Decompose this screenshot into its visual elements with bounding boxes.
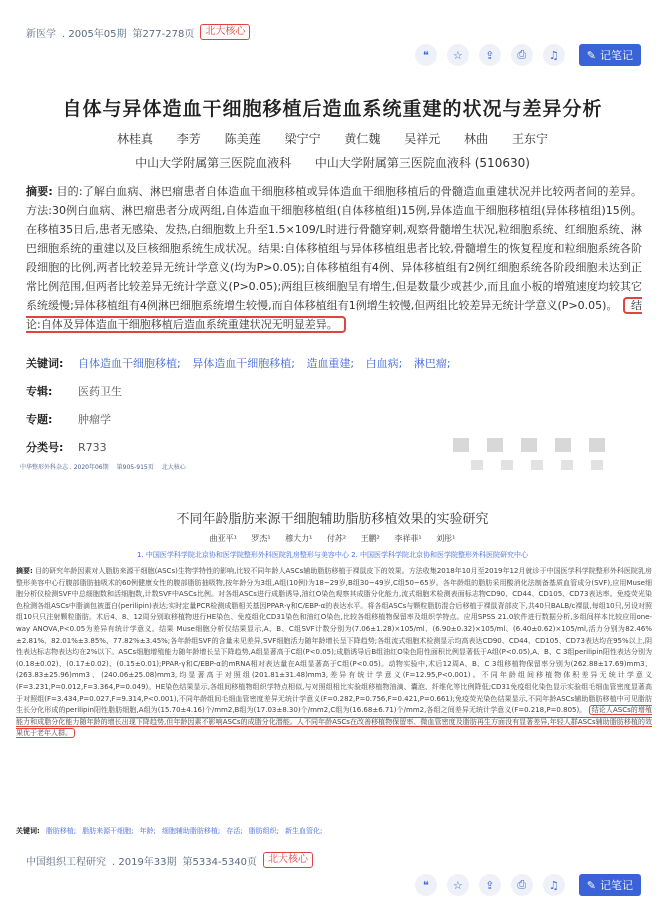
author-link[interactable]: 吴祥元 <box>404 132 441 146</box>
keyword-link[interactable]: 年龄; <box>139 827 156 835</box>
author-link[interactable]: 林曲 <box>464 132 489 146</box>
keyword-link[interactable]: 白血病; <box>365 357 403 370</box>
take-note-label: 记笔记 <box>600 879 633 892</box>
placeholder-icon <box>561 460 573 470</box>
category-label: 专辑: <box>26 385 53 398</box>
article1-orgs <box>0 154 665 171</box>
org-link[interactable]: 中山大学附属第三医院血液科 (510630) <box>314 156 530 170</box>
abstract-label: 摘要: <box>16 567 33 575</box>
article1-category <box>26 383 122 399</box>
topic-label: 专题: <box>26 413 53 426</box>
org-link[interactable]: 中山大学附属第三医院血液科 <box>135 156 292 170</box>
author-link[interactable]: 梁宁宁 <box>284 132 321 146</box>
author-link[interactable]: 王鹏² <box>360 534 380 543</box>
author-link[interactable]: 曲亚平¹ <box>209 534 237 543</box>
print-icon[interactable]: ⎙ <box>511 44 533 66</box>
article-toolbar-bottom <box>405 874 641 896</box>
article1-authors <box>0 130 665 147</box>
author-link[interactable]: 刘彤¹ <box>436 534 456 543</box>
take-note-button[interactable] <box>579 44 641 66</box>
article1-classno <box>26 439 107 455</box>
article2-meta <box>26 852 313 868</box>
quote-icon[interactable]: ❝ <box>415 44 437 66</box>
pages-text: 第905-915页 <box>116 464 154 471</box>
classno-value: R733 <box>78 440 107 454</box>
bell-icon[interactable]: ♫ <box>543 44 565 66</box>
keyword-link[interactable]: 造血重建; <box>306 357 355 370</box>
core-badge: 北大核心 <box>263 852 313 868</box>
keyword-link[interactable]: 脂肪来源干细胞; <box>82 827 134 835</box>
issue-text: . 2019年33期 <box>112 856 177 868</box>
blurred-icons-top <box>453 438 605 452</box>
article2-title: 不同年龄脂肪来源干细胞辅助脂肪移植效果的实验研究 <box>176 512 489 527</box>
author-link[interactable]: 陈美莲 <box>224 132 261 146</box>
placeholder-icon <box>591 460 603 470</box>
take-note-label: 记笔记 <box>600 49 633 62</box>
bell-icon[interactable]: ♫ <box>543 874 565 896</box>
take-note-button[interactable] <box>579 874 641 896</box>
keyword-link[interactable]: 自体造血干细胞移植; <box>78 357 181 370</box>
keyword-link[interactable]: 异体造血干细胞移植; <box>192 357 295 370</box>
author-link[interactable]: 王东宁 <box>511 132 548 146</box>
blurred-icons-small <box>471 460 603 470</box>
article2-keywords <box>16 826 322 836</box>
author-link[interactable]: 李芳 <box>176 132 201 146</box>
author-link[interactable]: 付苏² <box>326 534 347 543</box>
keyword-link[interactable]: 淋巴瘤; <box>413 357 451 370</box>
share-icon[interactable]: ⇪ <box>479 874 501 896</box>
star-icon[interactable]: ☆ <box>447 874 469 896</box>
keywords-label: 关键词: <box>16 827 40 835</box>
pages-text: 第5334-5340页 <box>182 856 258 868</box>
keyword-link[interactable]: 细胞辅助脂肪移植; <box>161 827 221 835</box>
keyword-link[interactable]: 存活; <box>226 827 243 835</box>
conclusion-highlight: 结论人ASCs的增殖能力和成脂分化能力随年龄的增长出现下降趋势,但年龄因素不影响ASCs的成脂分化潜能。人不同年龄ASCs在改善移植物保留率、微血管密度及脂肪再生方面没有显著差异,年轻人群ASCs辅助脂肪移植的效果优于老年人群。 <box>16 706 652 738</box>
quote-icon[interactable]: ❝ <box>415 874 437 896</box>
article2-authors <box>0 533 665 544</box>
article1-title: 自体与异体造血干细胞移植后造血系统重建的状况与差异分析 <box>62 98 603 120</box>
article2-meta-small <box>20 462 186 471</box>
category-value: 医药卫生 <box>78 385 122 398</box>
keywords-list <box>78 355 459 371</box>
core-badge: 北大核心 <box>161 464 186 471</box>
core-badge: 北大核心 <box>200 24 250 40</box>
star-icon[interactable]: ☆ <box>447 44 469 66</box>
abstract-text: 目的:了解白血病、淋巴瘤患者自体造血干细胞移植或异体造血干细胞移植后的骨髓造血重建状况并比较两者间的差异。方法:30例白血病、淋巴瘤患者分成两组,自体造血干细胞移植组(自体移植组)15例,异体造血干细胞移植组(异体移植组)15例。在移植35日后,患者无感染、发热,白细胞数上升至1.5×109/L时进行骨髓穿刺,观察骨髓增生状况,粒细胞系统、红细胞系统、淋巴细胞系统的重建以及巨核细胞系统生成状况。结果:自体移植组与异体移植组患者比较,骨髓增生的恢复程度和粒细胞系统各阶段细胞的比例,两者比较差异无统计学意义(均为P>0.05);自体移植组有4例、异体移植组有2例红细胞系统各阶段细胞未达到正常比例范围,但两者比较差异无统计学意义(P>0.05);两组巨核细胞呈有增生,但是数量少或甚少,而且血小板的增殖速度均较其它系统缓慢;异体移植组有4例淋巴细胞系统增生较慢,而自体移植组有1例增生较慢,但两组比较差异无统计学意义(P>0.05)。 <box>26 185 642 312</box>
keywords-label: 关键词: <box>26 357 64 370</box>
pages-text: 第277-278页 <box>132 28 195 40</box>
article-toolbar-top <box>405 44 641 66</box>
article2-orgs[interactable]: 1. 中国医学科学院北京协和医学院整形外科医院乳房整形与美容中心 2. 中国医学科学院北京协和医学院整形外科医院研究中心 <box>136 551 529 559</box>
keyword-link[interactable]: 新生血管化; <box>284 827 323 835</box>
article1-abstract <box>26 182 642 334</box>
author-link[interactable]: 穆大力¹ <box>285 534 313 543</box>
topic-value: 肿瘤学 <box>78 413 111 426</box>
placeholder-icon <box>471 460 483 470</box>
pen-icon: ✎ <box>586 878 596 892</box>
print-icon[interactable]: ⎙ <box>511 874 533 896</box>
placeholder-icon <box>531 460 543 470</box>
keyword-link[interactable]: 脂肪移植; <box>45 827 77 835</box>
pen-icon: ✎ <box>586 48 596 62</box>
article1-meta <box>26 24 250 40</box>
journal-link[interactable]: 中华整形外科杂志 . 2020年06期 <box>20 464 109 471</box>
issue-text: . 2005年05期 <box>62 28 127 40</box>
journal-link[interactable]: 新医学 <box>26 28 56 40</box>
author-link[interactable]: 黄仁魏 <box>344 132 381 146</box>
author-link[interactable]: 罗杰¹ <box>251 534 271 543</box>
placeholder-icon <box>555 438 571 452</box>
keyword-link[interactable]: 脂肪组织; <box>248 827 279 835</box>
placeholder-icon <box>487 438 503 452</box>
placeholder-icon <box>521 438 537 452</box>
classno-label: 分类号: <box>26 441 64 454</box>
article2-abstract <box>16 566 652 740</box>
article1-keywords <box>26 355 459 371</box>
author-link[interactable]: 李祥菲¹ <box>394 534 422 543</box>
placeholder-icon <box>501 460 513 470</box>
article1-topic <box>26 411 111 427</box>
abstract-text: 目的研究年龄因素对人脂肪来源干细胞(ASCs)生物学特性的影响,比较不同年龄人ASCs辅助脂肪移植于裸鼠皮下的效果。方法收集2018年10月至2019年12月就诊于中国医学科学院整形外科医院乳房整形美容中心行腹部脂肪抽吸术的60例健康女性的腹部脂肪抽吸物,按年龄分为3组,A组(10例)为18~29岁,B组30~49岁,C组50~65岁。各年龄组的脂肪采用酸消化法制备基质血管成分(SVF),应用Muse细胞分析仪检测SVF中总细胞数和活细胞数,计数SVF中ASCs比例。对各组ASCs进行成脂诱导,油红O染色观察其成脂分化能力,流式细胞术检测表面标志物CD90、CD44、CD105、CD73表达率。免疫荧光染色检测各组ASCs中脂滴包被蛋白(perilipin)表达;实时定量PCR检测成脂相关基因PPAR-γ和C/EBP-α的表达水平。将各组ASCs与颗粒脂肪混合后移植于裸鼠背部皮下,共40只BALB/c裸鼠,每组10只,另设对照组10只只注射颗粒脂肪。术后4、8、12周分别取移植物进行HE染色、免疫组化CD31染色和油红O染色,比较各组移植物保留率及组织学特点。应用SPSS 21.0软件进行数据分析,多组间样本比较应用one-way ANOVA,P<0.05为差异有统计学意义。结果 Muse细胞分析仪结果显示,A、B、C组SVF计数分别为(7.06±1.28)×105/ml、(6.90±0.32)×105/ml、(6.40±0.62)×105/ml,活力分别为82.46%±2.81%、82.01%±3.85%、77.82%±3.45%;各年龄组SVF的含量未见差异,SVF细胞活力随年龄增长呈下降趋势;各组流式细胞术检测显示均高表达CD90、CD44、CD105、CD73表达均在95%以上,阴性表达标志物表达均在2%以下。ASCs细胞增殖能力随年龄增长呈下降趋势,A组显著高于C组(P<0.05);成脂诱导后B组油红O染色阳性面积比例显著低于A组(P<0.05),A、B、C 3组perilipin阳性表达分别为(0.18±0.02)、(0.17±0.02)、(0.15±0.01);PPAR-γ和C/EBP-α的mRNA相对表达量在A组显著高于C组(P<0.05)。动物实验中,术后12周A、B、C 3组移植物保留率分别为(262.88±17.69)mm3、(263.83±25.96)mm3、(240.06±25.08)mm3,均显著高于对照组(201.81±31.48)mm3,差异有统计学意义(F=12.95,P<0.001)。不同年龄组间移植物体积差异无统计学意义(F=3.231,P=0.012,F=3.364,P=0.049)。HE染色结果显示,各组间移植物组织学特点相似,与对照组相比实验组移植物油滴、囊泡、纤维化等比例降低;CD31免疫组化染色显示实验组毛细血管密度显著高于对照组(F=3.434,P=0.027,F=9.314,P<0.001),不同年龄组间毛细血管密度差异无统计学意义(F=0.282,P=0.756,F=0.421,P=0.661);免疫荧光染色结果显示,不同年龄ASCs辅助脂肪移植中可见脂肪生长分化形成的perilipin阳性脂肪细胞,A组为(15.70±4.16)个/mm2,B组为(17.03±8.30)个/mm2,C组为(16.68±6.71)个/mm2,各组之间差异无统计学意义(F=0.218,P=0.805)。 <box>16 567 652 715</box>
journal-link[interactable]: 中国组织工程研究 <box>26 856 106 868</box>
placeholder-icon <box>589 438 605 452</box>
abstract-label: 摘要: <box>26 185 53 198</box>
conclusion-highlight: 结论:自体及异体造血干细胞移植后造血系统重建状况无明显差异。 <box>26 299 642 331</box>
author-link[interactable]: 林桂真 <box>117 132 154 146</box>
share-icon[interactable]: ⇪ <box>479 44 501 66</box>
placeholder-icon <box>453 438 469 452</box>
